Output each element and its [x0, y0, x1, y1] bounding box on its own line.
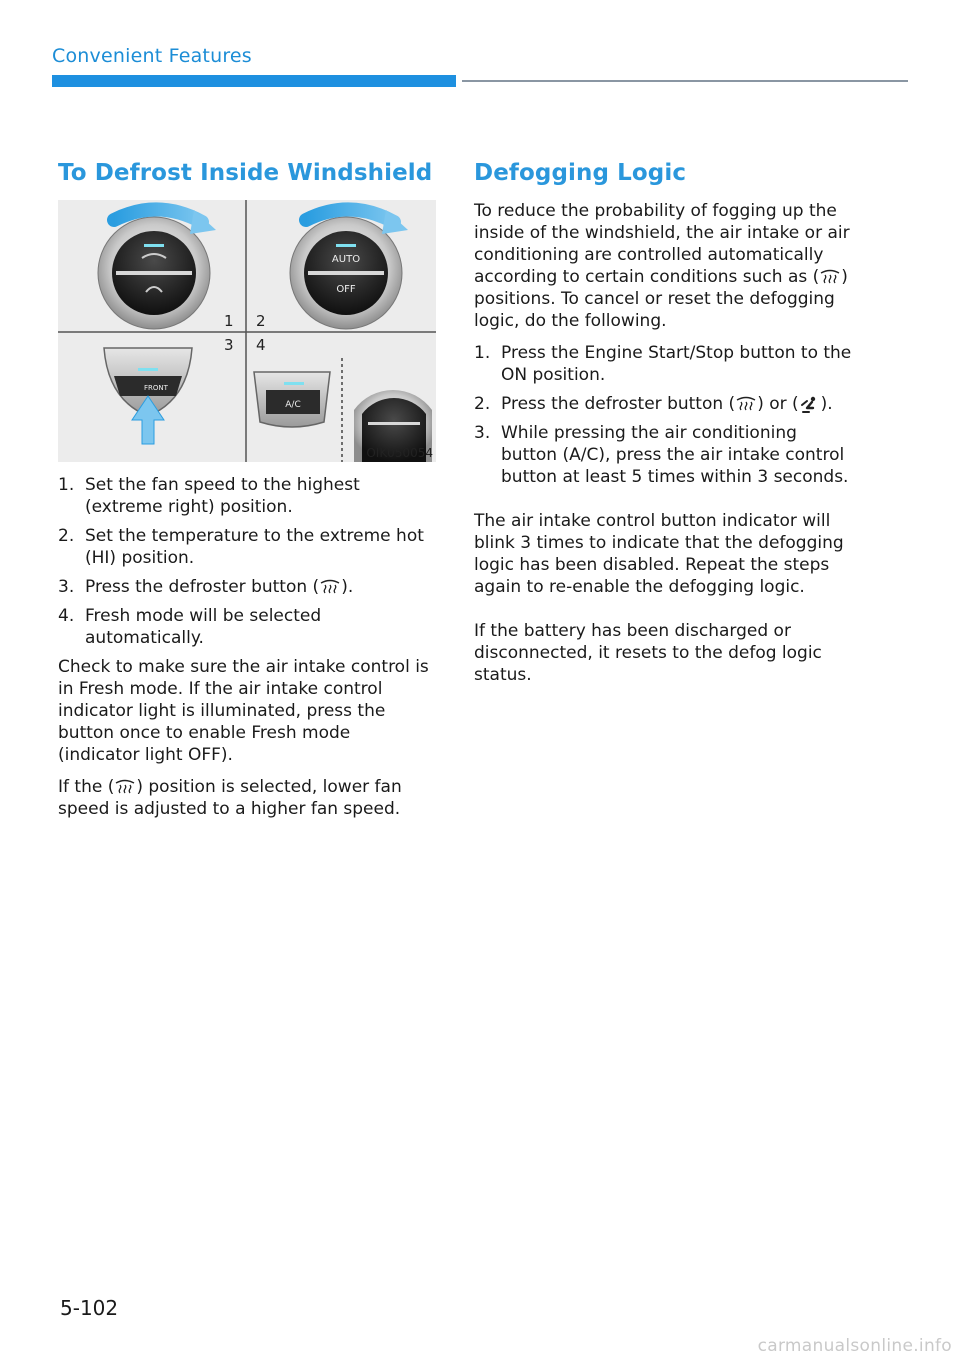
panel-number-3: 3	[224, 336, 234, 354]
list-item: 2. Press the defroster button ( ) or ( ).	[474, 394, 833, 414]
left-column	[58, 160, 436, 820]
section-title: Convenient Features	[52, 45, 252, 67]
heading-defrost: To Defrost Inside Windshield	[58, 160, 433, 186]
svg-text:A/C: A/C	[285, 400, 301, 410]
watermark: carmanualsonline.info	[757, 1336, 952, 1356]
climate-control-figure	[58, 200, 436, 462]
right-column	[474, 160, 854, 686]
defrost-front-icon	[735, 396, 757, 412]
defrost-steps-list	[58, 474, 436, 649]
list-item: 4. Fresh mode will be selected automatically.	[58, 606, 322, 648]
list-item: 2. Set the temperature to the extreme hot (HI) position.	[58, 526, 424, 568]
defrost-front-icon	[819, 269, 841, 285]
panel-number-2: 2	[256, 312, 266, 330]
heading-defogging-logic: Defogging Logic	[474, 160, 687, 186]
defrost-front-icon	[319, 579, 341, 595]
panel-number-4: 4	[256, 336, 266, 354]
list-item: 1. Press the Engine Start/Stop button to the ON position.	[474, 343, 852, 385]
battery-reset-paragraph: If the battery has been discharged or disconnected, it resets to the defog logic status.	[474, 621, 822, 685]
page-number: 5-102	[60, 1296, 119, 1320]
svg-text:OFF: OFF	[336, 284, 356, 295]
svg-text:AUTO: AUTO	[331, 254, 361, 265]
svg-text:FRONT: FRONT	[144, 384, 168, 392]
fan-speed-paragraph: If the ( ) position is selected, lower fan speed is adjusted to a higher fan speed.	[58, 777, 402, 819]
header-bar-accent	[52, 75, 456, 87]
floor-defrost-icon	[799, 396, 821, 412]
list-item: 3. While pressing the air conditioning button (A/C), press the air intake control button at least 5 times within 3 seconds.	[474, 423, 849, 487]
defogging-intro: To reduce the probability of fogging up the inside of the windshield, the air intake or air conditioning are controlled automatically according to certain conditions such as ( ) positions. To cancel or reset the defogging logic, do the following.	[474, 201, 850, 331]
panel-number-1: 1	[224, 312, 234, 330]
list-item: 1. Set the fan speed to the highest (extreme right) position.	[58, 475, 360, 517]
figure-illustration	[58, 200, 436, 462]
figure-code: OIK050054	[366, 446, 433, 460]
indicator-blink-paragraph: The air intake control button indicator will blink 3 times to indicate that the defogging logic has been disabled. Repeat the steps again to re-enable the defogging logic.	[474, 511, 844, 597]
defrost-front-icon	[114, 779, 136, 795]
header-bar-rule	[462, 80, 908, 82]
list-item: 3. Press the defroster button ( ).	[58, 577, 354, 597]
fresh-mode-paragraph: Check to make sure the air intake control is in Fresh mode. If the air intake control indicator light is illuminated, press the button once to enable Fresh mode (indicator light OFF).	[58, 657, 429, 765]
defogging-steps-list	[474, 342, 854, 488]
